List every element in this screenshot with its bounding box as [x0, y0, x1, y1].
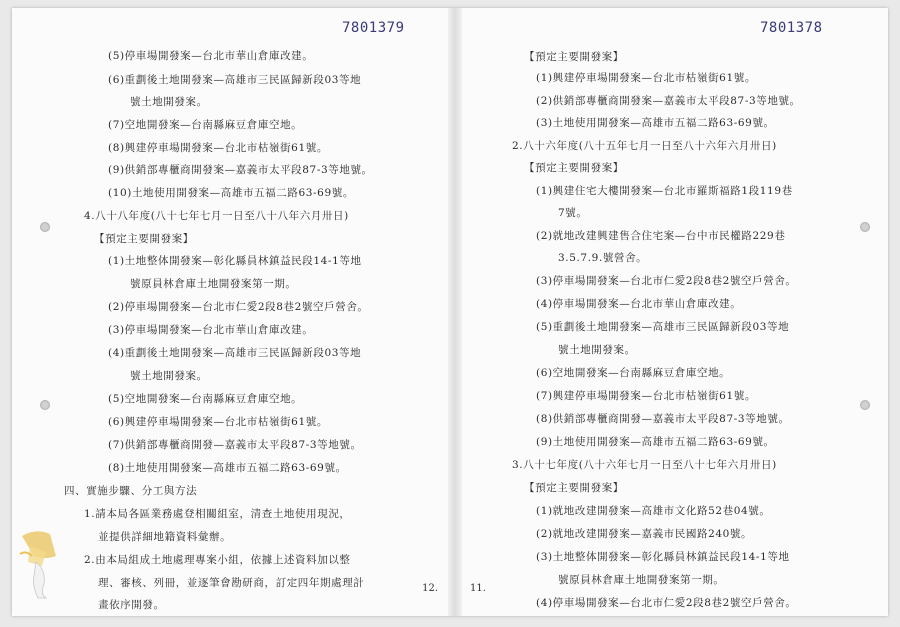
text-line: (8)興建停車場開發案—台北市枯嶺街61號。	[108, 142, 328, 154]
text-line: (5)停車場開發案—台北市華山倉庫改建。	[108, 50, 314, 62]
text-line: 2.八十六年度(八十五年七月一日至八十六年六月卅日)	[512, 140, 777, 152]
text-line: (8)供銷部專櫃商開發—嘉義市太平段87-3等地號。	[536, 413, 790, 425]
text-line: (4)停車場開發案—台北市華山倉庫改建。	[536, 298, 742, 310]
text-line: (4)重劃後土地開發案—高雄市三民區歸新段03等地	[108, 347, 362, 359]
text-line: (1)就地改建開發案—高雄市文化路52巷04號。	[536, 505, 771, 517]
text-line: (7)興建停車場開發案—台北市枯嶺街61號。	[536, 390, 756, 402]
left-doc-number: 7801379	[342, 20, 405, 36]
text-line: (9)土地使用開發案—高雄市五福二路63-69號。	[536, 436, 775, 448]
left-page-number: 12.	[422, 583, 438, 594]
text-line: (4)停車場開發案—台北市仁愛2段8巷2號空戶營舍。	[536, 597, 797, 609]
archive-emblem-icon	[16, 526, 80, 600]
punch-hole-icon	[40, 400, 50, 410]
text-line: 號土地開發案。	[130, 96, 208, 108]
book-gutter	[448, 8, 462, 616]
section-heading: 【預定主要開發案】	[524, 482, 624, 494]
text-line: 號土地開發案。	[130, 370, 208, 382]
text-line: (6)重劃後土地開發案—高雄市三民區歸新段03等地	[108, 74, 362, 86]
text-line: (2)就地改建開發案—嘉義市民國路240號。	[536, 528, 753, 540]
text-line: (2)供銷部專櫃商開發案—嘉義市太平段87-3等地號。	[536, 95, 801, 107]
punch-hole-icon	[40, 222, 50, 232]
text-line: 號原員林倉庫土地開發案第一期。	[558, 574, 725, 586]
right-page-number: 11.	[470, 583, 486, 594]
text-line: (3)停車場開發案—台北市仁愛2段8巷2號空戶營舍。	[536, 275, 797, 287]
left-page	[12, 8, 448, 616]
text-line: (1)土地整体開發案—彰化縣員林鎮益民段14-1等地	[108, 255, 362, 267]
section-heading: 【預定主要開發案】	[94, 233, 194, 245]
text-line: 號土地開發案。	[558, 344, 636, 356]
text-line: 1.請本局各區業務處登相關組室，清查土地使用現況，	[84, 508, 351, 520]
text-line: 2.由本局組成土地處理專案小組，依據上述資料加以整	[84, 554, 351, 566]
right-page	[462, 8, 888, 616]
section-heading: 【預定主要開發案】	[524, 162, 624, 174]
text-line: (9)供銷部專櫃商開發案—嘉義市太平段87-3等地號。	[108, 164, 373, 176]
text-line: 3.八十七年度(八十六年七月一日至八十七年六月卅日)	[512, 459, 777, 471]
text-line: (10)土地使用開發案—高雄市五福二路63-69號。	[108, 187, 354, 199]
punch-hole-icon	[860, 222, 870, 232]
text-line: (1)興建停車場開發案—台北市枯嶺街61號。	[536, 72, 756, 84]
section-heading: 四、實施步驟、分工與方法	[64, 485, 198, 497]
text-line: 畫依序開發。	[98, 599, 165, 611]
right-doc-number: 7801378	[760, 20, 823, 36]
text-line: (3)土地使用開發案—高雄市五福二路63-69號。	[536, 117, 775, 129]
text-line: 並提供詳細地籍資料彙辦。	[98, 531, 232, 543]
text-line: (2)停車場開發案—台北市仁愛2段8巷2號空戶營舍。	[108, 301, 369, 313]
text-line: 號原員林倉庫土地開發案第一期。	[130, 278, 297, 290]
text-line: 4.八十八年度(八十七年七月一日至八十八年六月卅日)	[84, 210, 349, 222]
text-line: (6)空地開發案—台南縣麻豆倉庫空地。	[536, 367, 731, 379]
text-line: (1)興建住宅大樓開發案—台北市羅斯福路1段119巷	[536, 185, 793, 197]
punch-hole-icon	[860, 400, 870, 410]
text-line: (3)停車場開發案—台北市華山倉庫改建。	[108, 324, 314, 336]
text-line: (6)興建停車場開發案—台北市枯嶺街61號。	[108, 416, 328, 428]
text-line: (2)就地改建興建售合住宅案—台中市民權路229巷	[536, 230, 786, 242]
text-line: 理、審核、列冊，並逐筆會勘研商，訂定四年期處理計	[98, 577, 365, 589]
text-line: 7號。	[558, 207, 588, 219]
text-line: (7)供銷部專櫃商開發—嘉義市太平段87-3等地號。	[108, 439, 362, 451]
text-line: (5)重劃後土地開發案—高雄市三民區歸新段03等地	[536, 321, 790, 333]
text-line: (8)土地使用開發案—高雄市五福二路63-69號。	[108, 462, 347, 474]
section-heading: 【預定主要開發案】	[524, 51, 624, 63]
text-line: (5)空地開發案—台南縣麻豆倉庫空地。	[108, 393, 303, 405]
text-line: 3.5.7.9.號營舍。	[558, 252, 648, 264]
text-line: (7)空地開發案—台南縣麻豆倉庫空地。	[108, 119, 303, 131]
text-line: (3)土地整体開發案—彰化縣員林鎮益民段14-1等地	[536, 551, 790, 563]
